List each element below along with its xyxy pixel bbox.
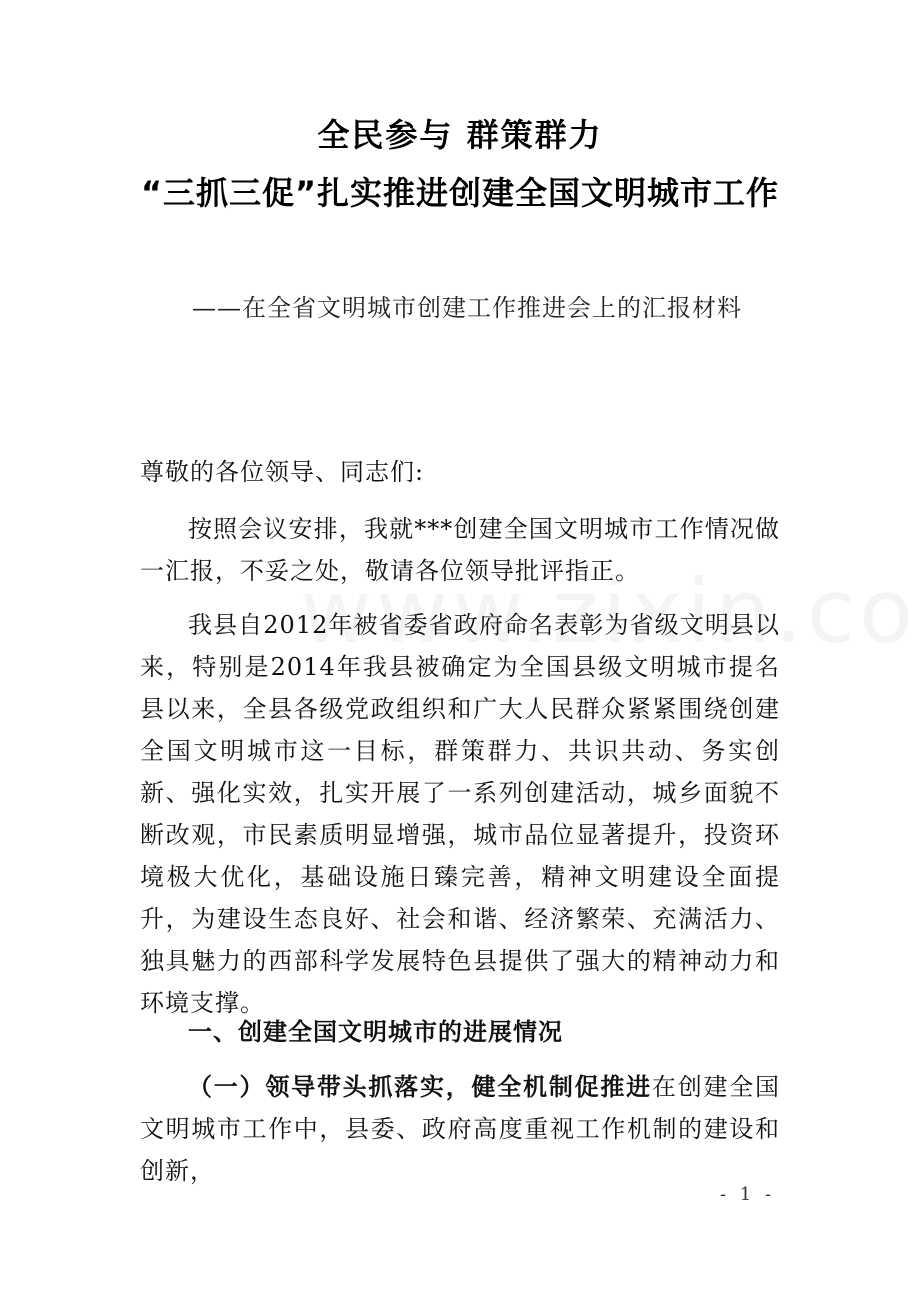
section-heading: 一、创建全国文明城市的进展情况	[188, 1018, 563, 1046]
paragraph-3-text: 在创建全国文明城市工作中，县委、政府高度重视工作机制的建设和创新，	[140, 1073, 781, 1185]
document-subtitle: ——在全省文明城市创建工作推进会上的汇报材料	[192, 294, 742, 322]
salutation: 尊敬的各位领导、同志们:	[140, 458, 425, 486]
paragraph-3	[140, 1066, 780, 1192]
document-title-line-1: 全民参与 群策群力	[317, 116, 603, 154]
paragraph-1: 按照会议安排，我就***创建全国文明城市工作情况做一汇报，不妥之处，敬请各位领导批评指正。	[140, 515, 780, 585]
document-title-line-2: “三抓三促”扎实推进创建全国文明城市工作	[140, 174, 780, 212]
paragraph-2: 我县自2012年被省委省政府命名表彰为省级文明县以来，特别是2014年我县被确定为全国县级文明城市提名县以来，全县各级党政组织和广大人民群众紧紧围绕创建全国文明城市这一目标，群策群力、共识共动、务实创新、强化实效，扎实开展了一系列创建活动，城乡面貌不断改观，市民素质明显增强，城市品位显著提升，投资环境极大优化，基础设施日臻完善，精神文明建设全面提升，为建设生态良好、社会和谐、经济繁荣、充满活力、独具魅力的西部科学发展特色县提供了强大的精神动力和环境支撑。	[140, 611, 780, 1017]
paragraph-3-lead: （一）领导带头抓落实，健全机制促推进	[188, 1073, 652, 1101]
page-number: - 1 -	[720, 1184, 776, 1205]
